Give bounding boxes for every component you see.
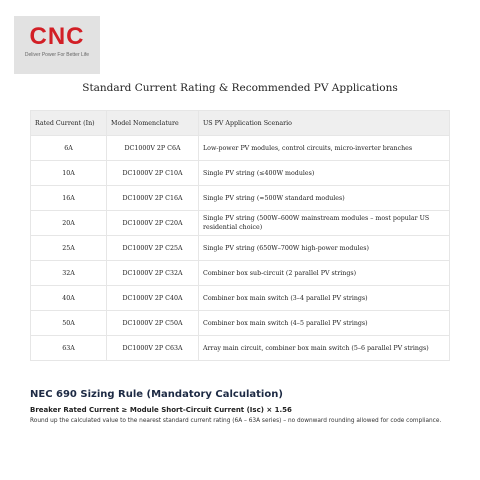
header-application-scenario: US PV Application Scenario [199,111,450,136]
cell-scenario: Single PV string (≤400W modules) [199,161,450,186]
logo-tagline: Deliver Power For Better Life [24,52,90,58]
cell-rated-current: 10A [31,161,107,186]
table-row [31,136,450,161]
logo-mark: CNC [29,23,85,50]
cell-scenario: Array main circuit, combiner box main switch (5–6 parallel PV strings) [199,336,450,361]
table-row [31,286,450,311]
table-row [31,161,450,186]
cell-scenario: Combiner box sub-circuit (2 parallel PV strings) [199,261,450,286]
cell-rated-current: 63A [31,336,107,361]
nec-title: NEC 690 Sizing Rule (Mandatory Calculation) [30,389,283,400]
cell-rated-current: 6A [31,136,107,161]
brand-logo [14,16,100,74]
cell-model: DC1000V 2P C50A [107,311,199,336]
cell-scenario: Combiner box main switch (4–5 parallel PV strings) [199,311,450,336]
cell-scenario: Low-power PV modules, control circuits, micro-inverter branches [199,136,450,161]
cell-model: DC1000V 2P C25A [107,236,199,261]
cell-rated-current: 20A [31,211,107,236]
cell-rated-current: 16A [31,186,107,211]
cell-rated-current: 40A [31,286,107,311]
cell-model: DC1000V 2P C63A [107,336,199,361]
cell-scenario: Single PV string (≈500W standard modules) [199,186,450,211]
table-row [31,336,450,361]
table-row [31,311,450,336]
page-title: Standard Current Rating & Recommended PV Applications [82,82,398,94]
cell-model: DC1000V 2P C16A [107,186,199,211]
table-row [31,211,450,236]
table-row [31,186,450,211]
cell-model: DC1000V 2P C10A [107,161,199,186]
table-row [31,261,450,286]
cell-rated-current: 50A [31,311,107,336]
rating-table [30,110,450,361]
cell-model: DC1000V 2P C20A [107,211,199,236]
nec-formula: Breaker Rated Current ≥ Module Short-Circuit Current (Isc) × 1.56 [30,406,292,414]
cell-model: DC1000V 2P C32A [107,261,199,286]
nec-note: Round up the calculated value to the nearest standard current rating (6A – 63A series) – no downward rounding allowed for code compliance. [30,418,442,424]
table-header-row [31,111,450,136]
cell-scenario: Single PV string (500W–600W mainstream modules – most popular US residential choice) [199,211,450,236]
cell-rated-current: 25A [31,236,107,261]
header-model-nomenclature: Model Nomenclature [107,111,199,136]
cell-scenario: Combiner box main switch (3–4 parallel PV strings) [199,286,450,311]
header-rated-current: Rated Current (In) [31,111,107,136]
nec-sizing-section [30,389,460,426]
cell-scenario: Single PV string (650W–700W high-power modules) [199,236,450,261]
cell-rated-current: 32A [31,261,107,286]
cell-model: DC1000V 2P C40A [107,286,199,311]
cell-model: DC1000V 2P C6A [107,136,199,161]
table-row [31,236,450,261]
